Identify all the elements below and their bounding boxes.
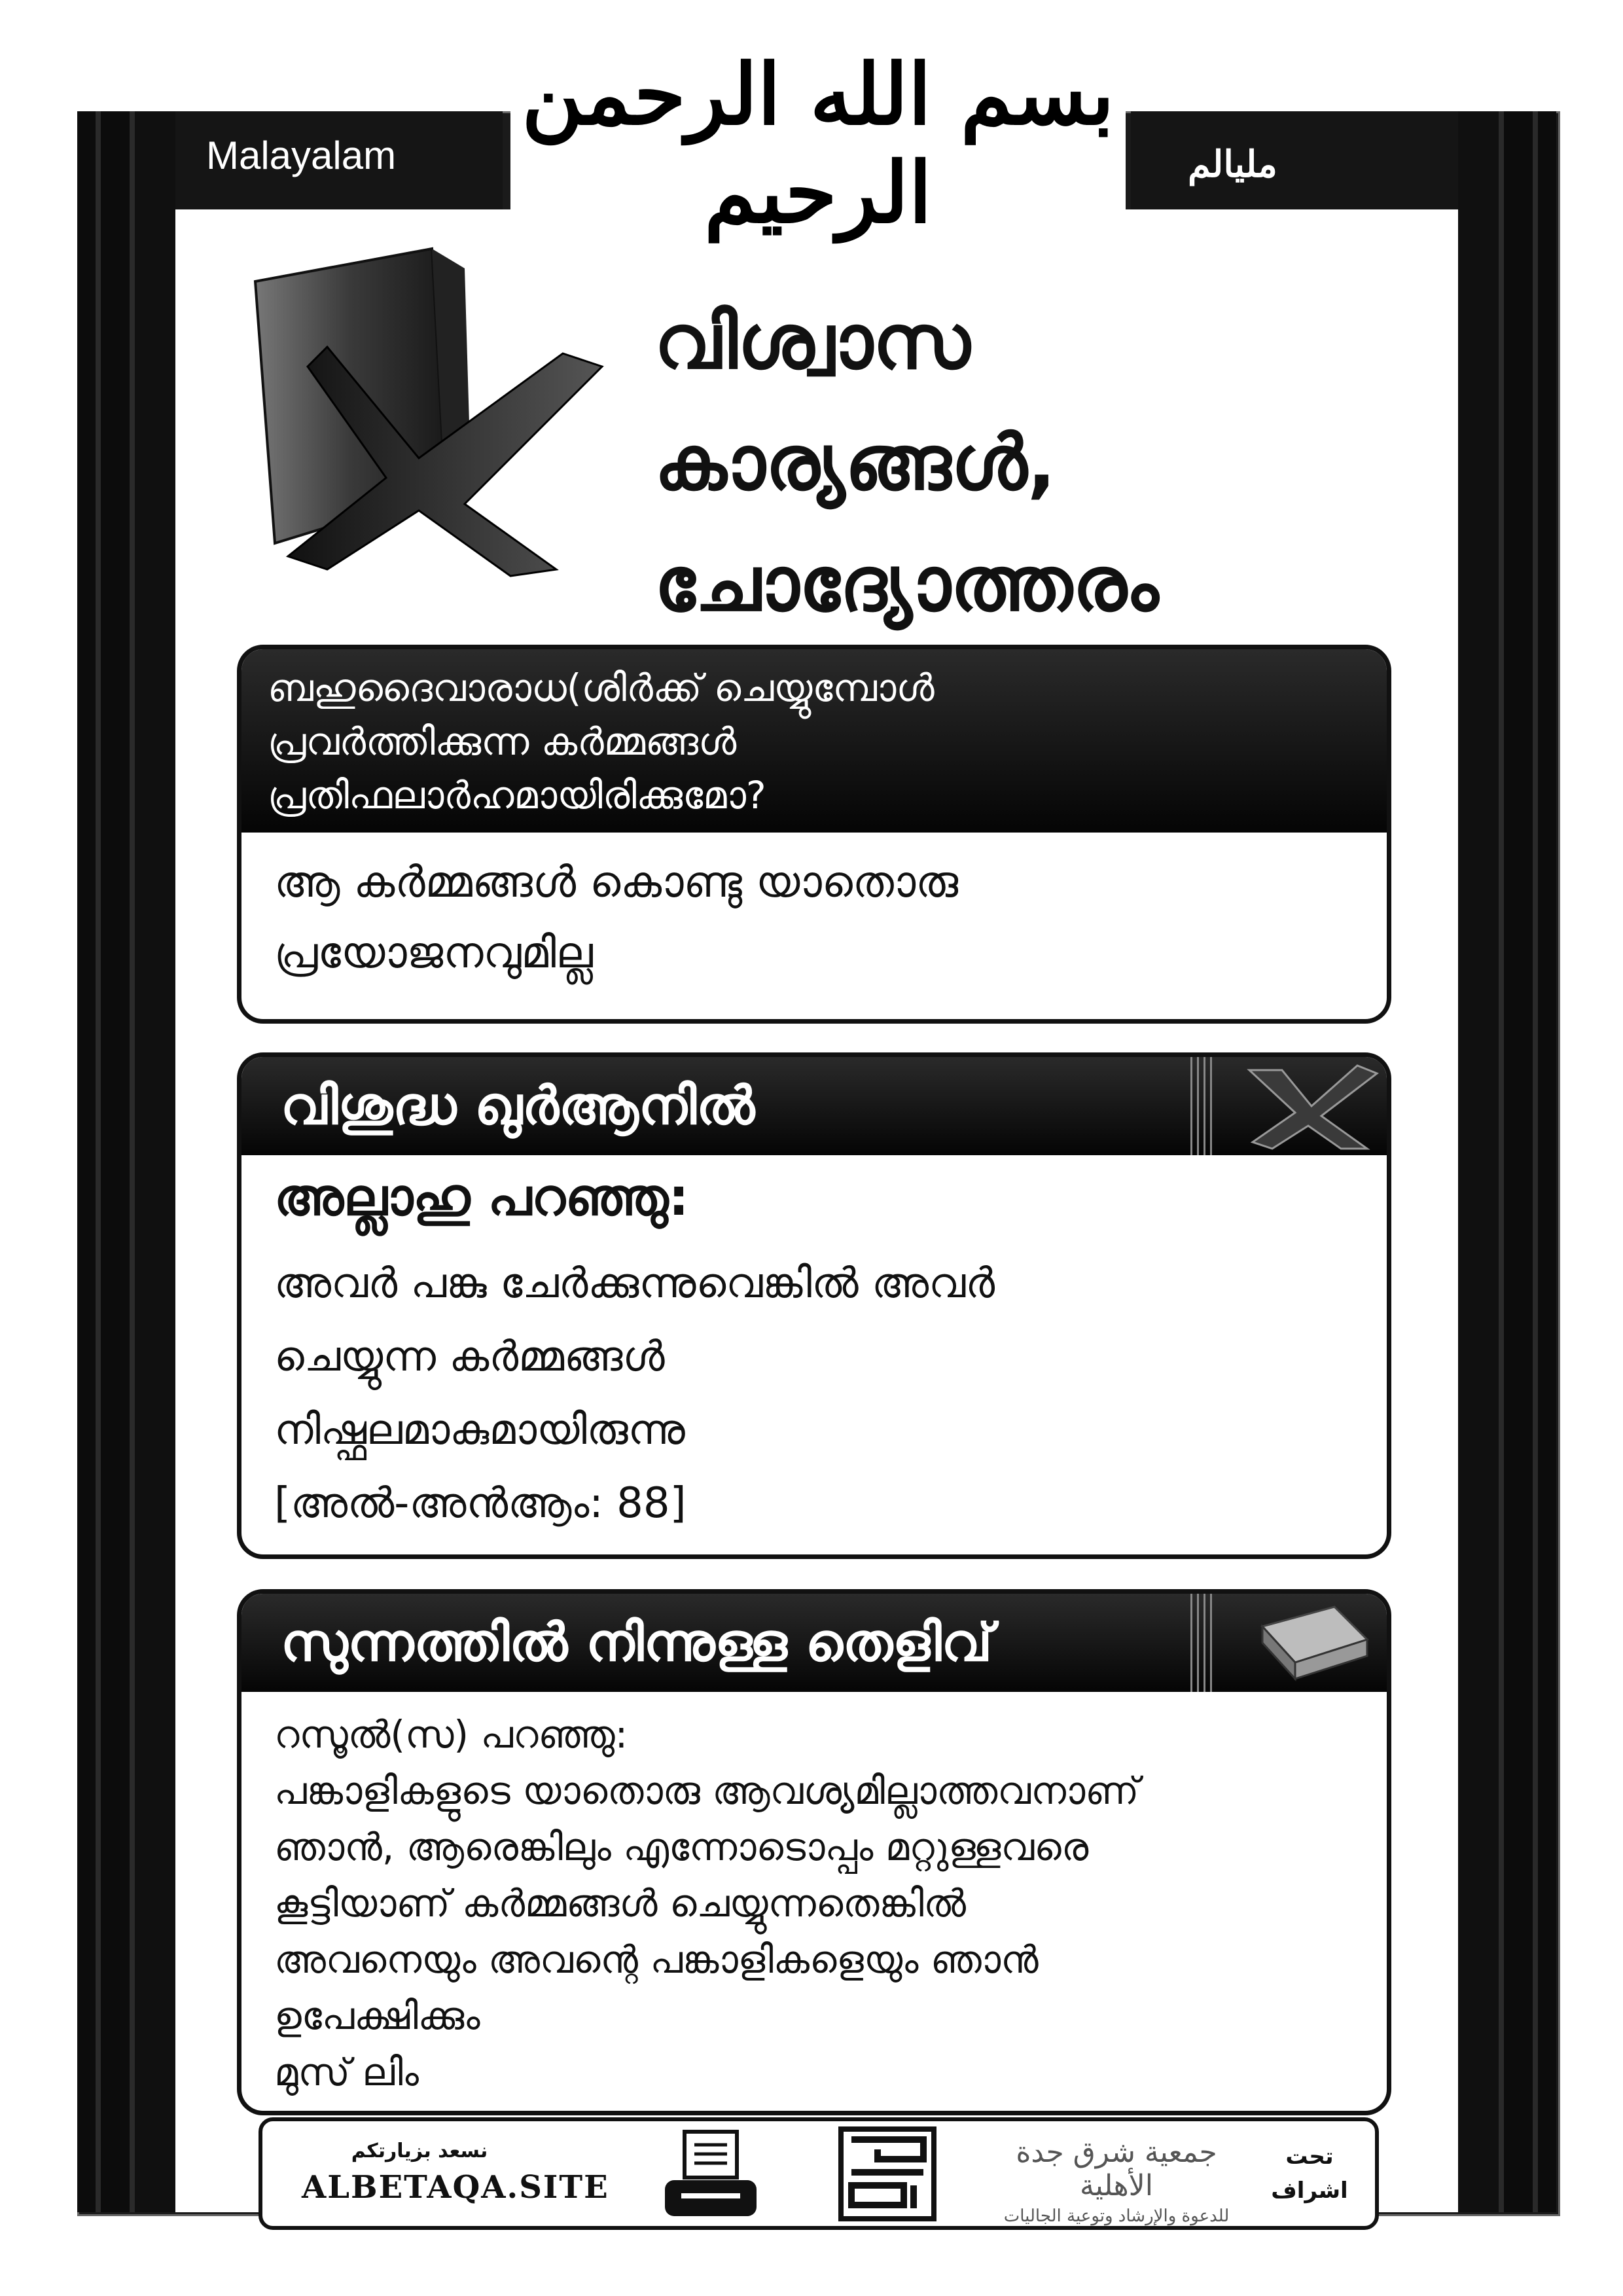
org-name: جمعية شرق جدة الأهلية — [1016, 2136, 1217, 2202]
quran-line: നിഷ്ഫലമാകുമായിരുന്നു — [274, 1406, 685, 1454]
sunnah-line: ഉപേക്ഷിക്കും — [274, 1994, 480, 2038]
sunnah-line: റസൂൽ(സ) പറഞ്ഞു: — [274, 1712, 628, 1757]
header-lines — [1190, 1594, 1217, 1692]
title-line-1: വിശ്വാസ — [654, 298, 971, 386]
basmala-calligraphy — [510, 26, 1126, 242]
header-decoration — [1190, 1057, 1387, 1155]
sunnah-header — [241, 1594, 1387, 1692]
printer-icon[interactable] — [662, 2126, 760, 2221]
frame-border-left — [77, 111, 175, 2212]
supervision-label — [1257, 2140, 1362, 2208]
quran-header — [241, 1057, 1387, 1155]
quran-heading: വിശുദ്ധ ഖുർആനിൽ — [281, 1075, 755, 1136]
org-tagline: للدعوة والإرشاد وتوعية الجاليات — [1003, 2206, 1230, 2226]
quran-body — [241, 1155, 1387, 1559]
site-block — [302, 2140, 609, 2206]
header-lines — [1190, 1057, 1217, 1155]
welcome-text: نسعد بزيارتكم — [351, 2140, 488, 2162]
sunnah-heading: സുന്നത്തിൽ നിന്നുള്ള തെളിവ് — [281, 1612, 993, 1673]
header-bar-right — [1131, 111, 1458, 209]
answer-body — [241, 833, 1387, 1008]
sunnah-source: മുസ് ലിം — [274, 2050, 419, 2094]
language-label-ar: مليالم — [1188, 143, 1277, 185]
sunnah-card — [237, 1589, 1391, 2115]
supervision-line-2: اشراف — [1271, 2178, 1348, 2204]
quran-text — [274, 1234, 1354, 1540]
question-card — [237, 645, 1391, 1024]
frame-border-right — [1458, 111, 1556, 2212]
question-line: പ്രതിഫലാർഹമായിരിക്കുമോ? — [268, 773, 766, 817]
supervision-line-1: تحت — [1285, 2144, 1334, 2170]
title-line-3: ചോദ്യോത്തരം — [654, 540, 1159, 628]
sunnah-line: കൂട്ടിയാണ് കർമ്മങ്ങൾ ചെയ്യുന്നതെങ്കിൽ — [274, 1881, 967, 1926]
language-label-en: Malayalam — [206, 134, 397, 177]
quran-sub-heading: അല്ലാഹു പറഞ്ഞു: — [274, 1168, 689, 1227]
kufi-logo — [838, 2126, 936, 2221]
organization-logo — [989, 2136, 1244, 2226]
sunnah-line: പങ്കാളികളുടെ യാതൊരു ആവശ്യമില്ലാത്തവനാണ് — [274, 1768, 1139, 1813]
quran-card — [237, 1052, 1391, 1559]
title-line-2: കാര്യങ്ങൾ, — [654, 419, 1056, 507]
quran-stand-icon — [1243, 1060, 1380, 1152]
sunnah-line: അവനെയും അവന്റെ പങ്കാളികളെയും ഞാൻ — [274, 1937, 1039, 1982]
sunnah-line: ഞാൻ, ആരെങ്കിലും എന്നോടൊപ്പം മറ്റുള്ളവരെ — [274, 1825, 1089, 1869]
answer-line: പ്രയോജനവുമില്ല — [274, 927, 593, 978]
footer-bar — [259, 2117, 1379, 2230]
book-stand-icon — [249, 242, 615, 583]
kufi-logo-mark — [838, 2126, 936, 2221]
sunnah-body — [241, 1692, 1387, 2115]
answer-line: ആ കർമ്മങ്ങൾ കൊണ്ടു യാതൊരു — [274, 857, 959, 907]
book-icon — [1249, 1600, 1374, 1685]
header-decoration — [1190, 1594, 1387, 1692]
quran-line: അവർ പങ്കു ചേർക്കുന്നുവെങ്കിൽ അവർ — [274, 1259, 995, 1308]
site-link[interactable]: ALBETAQA.SITE — [302, 2169, 609, 2206]
question-line: പ്രവർത്തിക്കുന്ന കർമ്മങ്ങൾ — [268, 719, 737, 764]
basmala-text: بسم الله الرحمن الرحيم — [522, 46, 1115, 242]
quran-reference: [അൽ-അൻആം: 88] — [274, 1479, 687, 1528]
question-line: ബഹുദൈവാരാധ(ശിർക്ക് ചെയ്യുമ്പോൾ — [268, 666, 935, 710]
question-header — [241, 649, 1387, 833]
page-title — [654, 281, 1158, 645]
quran-line: ചെയ്യുന്ന കർമ്മങ്ങൾ — [274, 1333, 665, 1381]
